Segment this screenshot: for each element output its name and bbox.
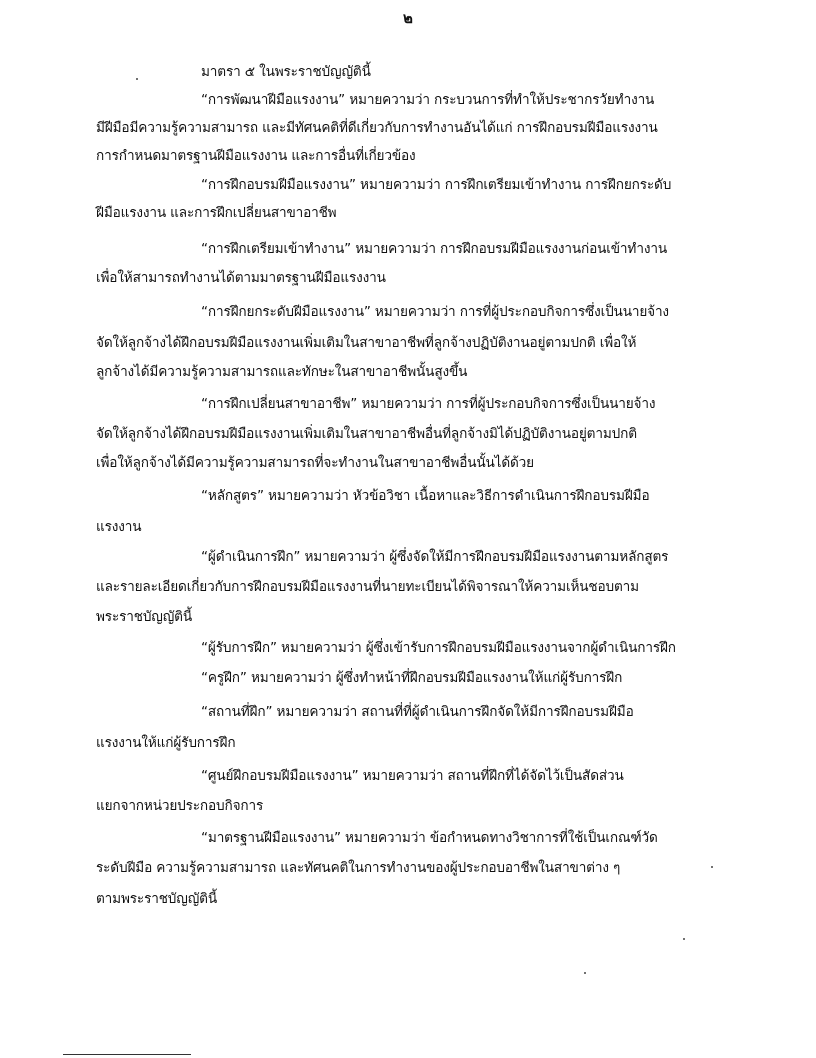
- scan-speck: [136, 78, 138, 80]
- definition-line: และรายละเอียดเกี่ยวกับการฝึกอบรมฝีมือแรงงานที่นายทะเบียนได้พิจารณาให้ความเห็นชอบตาม: [96, 579, 639, 595]
- definition-line: “มาตรฐานฝีมือแรงงาน” หมายความว่า ข้อกำหนดทางวิชาการที่ใช้เป็นเกณฑ์วัด: [201, 830, 658, 846]
- page-number: ๒: [403, 9, 413, 27]
- definition-line: “การฝึกยกระดับฝีมือแรงงาน” หมายความว่า การที่ผู้ประกอบกิจการซึ่งเป็นนายจ้าง: [201, 304, 669, 320]
- definition-line: มีฝีมือมีความรู้ความสามารถ และมีทัศนคติที่ดีเกี่ยวกับการทำงานอันได้แก่ การฝึกอบรมฝีมือแรงงาน: [96, 120, 658, 136]
- definition-line: จัดให้ลูกจ้างได้ฝึกอบรมฝีมือแรงงานเพิ่มเติมในสาขาอาชีพที่ลูกจ้างปฏิบัติงานอยู่ตามปกติ เพื่อให้: [96, 335, 637, 351]
- definition-line: ระดับฝีมือ ความรู้ความสามารถ และทัศนคติในการทำงานของผู้ประกอบอาชีพในสาขาต่าง ๆ: [96, 860, 621, 876]
- definition-line: “ผู้รับการฝึก” หมายความว่า ผู้ซึ่งเข้ารับการฝึกอบรมฝีมือแรงงานจากผู้ดำเนินการฝึก: [201, 640, 676, 656]
- definition-line: “ครูฝึก” หมายความว่า ผู้ซึ่งทำหน้าที่ฝึกอบรมฝีมือแรงงานให้แก่ผู้รับการฝึก: [201, 670, 623, 686]
- definition-line: ฝีมือแรงงาน และการฝึกเปลี่ยนสาขาอาชีพ: [96, 205, 337, 221]
- definition-line: “การพัฒนาฝีมือแรงงาน” หมายความว่า กระบวนการที่ทำให้ประชากรวัยทำงาน: [201, 92, 655, 108]
- definition-line: เพื่อให้ลูกจ้างได้มีความรู้ความสามารถที่จะทำงานในสาขาอาชีพอื่นนั้นได้ด้วย: [96, 455, 534, 471]
- definition-line: แรงงานให้แก่ผู้รับการฝึก: [96, 735, 236, 751]
- definition-line: “ศูนย์ฝึกอบรมฝีมือแรงงาน” หมายความว่า สถานที่ฝึกที่ได้จัดไว้เป็นสัดส่วน: [201, 768, 624, 784]
- footnote-rule: [63, 1054, 191, 1055]
- definition-line: “หลักสูตร” หมายความว่า หัวข้อวิชา เนื้อหาและวิธีการดำเนินการฝึกอบรมฝีมือ: [201, 488, 650, 504]
- definition-line: แรงงาน: [96, 519, 142, 535]
- scan-speck: [711, 866, 713, 868]
- definition-line: “สถานที่ฝึก” หมายความว่า สถานที่ที่ผู้ดำเนินการฝึกจัดให้มีการฝึกอบรมฝีมือ: [201, 704, 634, 720]
- scan-speck: [584, 972, 586, 974]
- definition-line: “ผู้ดำเนินการฝึก” หมายความว่า ผู้ซึ่งจัดให้มีการฝึกอบรมฝีมือแรงงานตามหลักสูตร: [201, 549, 669, 565]
- definition-line: ตามพระราชบัญญัตินี้: [96, 891, 217, 907]
- definition-line: แยกจากหน่วยประกอบกิจการ: [96, 798, 264, 814]
- definition-line: พระราชบัญญัตินี้: [96, 609, 192, 625]
- definition-line: การกำหนดมาตรฐานฝีมือแรงงาน และการอื่นที่เกี่ยวข้อง: [96, 148, 416, 164]
- definition-line: “การฝึกเตรียมเข้าทำงาน” หมายความว่า การฝึกอบรมฝีมือแรงงานก่อนเข้าทำงาน: [201, 241, 667, 257]
- definition-line: “การฝึกอบรมฝีมือแรงงาน” หมายความว่า การฝึกเตรียมเข้าทำงาน การฝึกยกระดับ: [201, 177, 672, 193]
- section-heading: มาตรา ๕ ในพระราชบัญญัตินี้: [201, 64, 371, 80]
- scan-speck: [683, 938, 685, 940]
- definition-line: จัดให้ลูกจ้างได้ฝึกอบรมฝีมือแรงงานเพิ่มเติมในสาขาอาชีพอื่นที่ลูกจ้างมิได้ปฏิบัติงานอยู่ตามปกติ: [96, 426, 637, 442]
- definition-line: เพื่อให้สามารถทำงานได้ตามมาตรฐานฝีมือแรงงาน: [96, 270, 386, 286]
- definition-line: “การฝึกเปลี่ยนสาขาอาชีพ” หมายความว่า การที่ผู้ประกอบกิจการซึ่งเป็นนายจ้าง: [201, 396, 656, 412]
- definition-line: ลูกจ้างได้มีความรู้ความสามารถและทักษะในสาขาอาชีพนั้นสูงขึ้น: [96, 364, 468, 380]
